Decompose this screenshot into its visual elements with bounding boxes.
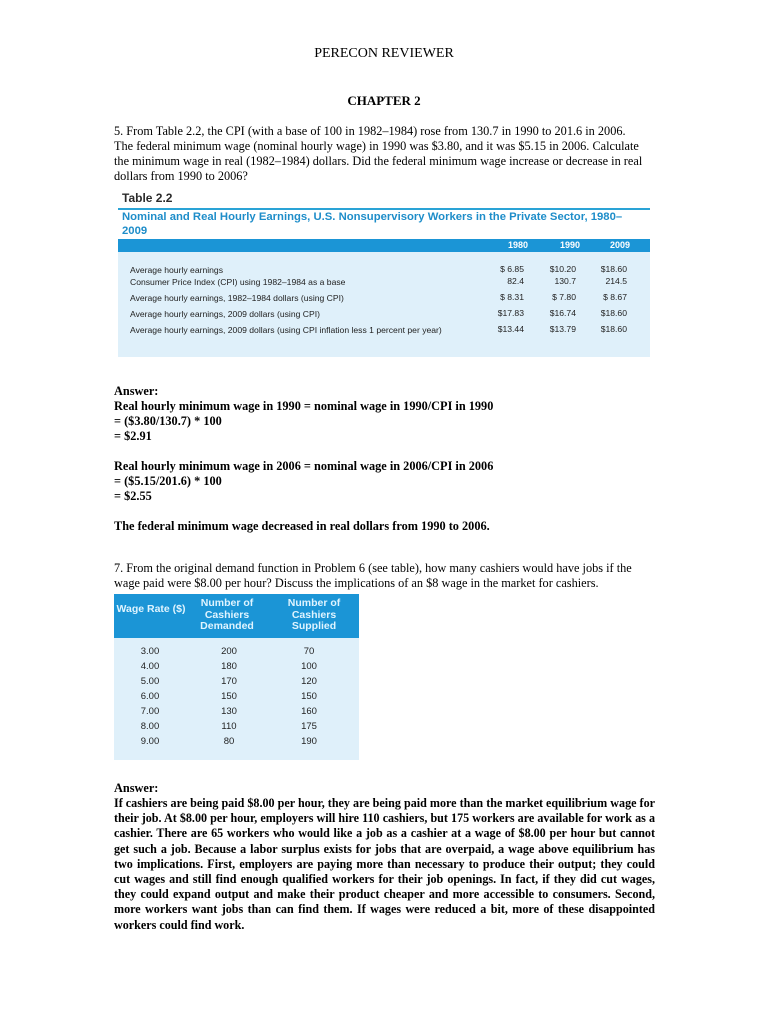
cell-1990: 130.7 — [554, 276, 576, 286]
answer-conclusion: The federal minimum wage decreased in real dollars from 1990 to 2006. — [114, 519, 490, 533]
cell-supplied: 175 — [301, 721, 317, 732]
table-row — [114, 706, 359, 721]
row-label: Average hourly earnings, 2009 dollars (using CPI inflation less 1 percent per year) — [130, 325, 442, 335]
cell-wage-rate: 9.00 — [140, 736, 160, 747]
question-7-line: 7. From the original demand function in Problem 6 (see table), how many cashiers would have jobs if the — [114, 561, 632, 575]
answer-line: Real hourly minimum wage in 2006 = nominal wage in 2006/CPI in 2006 — [114, 459, 494, 473]
cashier-table-header — [114, 594, 359, 638]
row-label: Average hourly earnings, 1982–1984 dollars (using CPI) — [130, 293, 344, 303]
chapter-heading: CHAPTER 2 — [347, 93, 421, 108]
row-label: Average hourly earnings, 2009 dollars (using CPI) — [130, 309, 320, 319]
year-header: 1980 — [507, 240, 529, 250]
cashier-table-body — [114, 638, 359, 760]
cell-wage-rate: 5.00 — [140, 676, 160, 687]
table-2-2 — [118, 189, 650, 357]
cell-supplied: 120 — [301, 676, 317, 687]
cell-1980: $17.83 — [497, 308, 524, 318]
answer-line: = $2.91 — [114, 429, 152, 443]
table-2-2-label: Table 2.2 — [122, 191, 173, 205]
header-supplied: Number of Cashiers Supplied — [287, 597, 341, 632]
document-title: PERECON REVIEWER — [314, 46, 454, 61]
cell-1980: $ 8.31 — [500, 292, 524, 302]
answer-line: Real hourly minimum wage in 1990 = nominal wage in 1990/CPI in 1990 — [114, 399, 494, 413]
table-row — [114, 736, 359, 751]
cell-supplied: 190 — [301, 736, 317, 747]
year-header: 2009 — [609, 240, 631, 250]
cell-2009: $ 8.67 — [603, 292, 627, 302]
cell-1990: $16.74 — [549, 308, 576, 318]
cell-1980: $ 6.85 — [500, 264, 524, 274]
cell-wage-rate: 6.00 — [140, 691, 160, 702]
cell-wage-rate: 4.00 — [140, 661, 160, 672]
cell-2009: $18.60 — [600, 308, 627, 318]
row-label: Consumer Price Index (CPI) using 1982–1984 as a base — [130, 277, 346, 287]
cell-1990: $13.79 — [549, 324, 576, 334]
header-wage-rate: Wage Rate ($) — [116, 603, 186, 615]
cell-2009: $18.60 — [600, 324, 627, 334]
answer-heading: Answer: — [114, 384, 159, 398]
cell-demanded: 130 — [221, 706, 237, 717]
answer-5 — [114, 384, 662, 534]
header-demanded: Number of Cashiers Demanded — [200, 597, 254, 632]
table-2-2-title: Nominal and Real Hourly Earnings, U.S. Nonsupervisory Workers in the Private Sector, 1980–2009 — [122, 211, 623, 237]
answer-line: = $2.55 — [114, 489, 152, 503]
cell-demanded: 180 — [221, 661, 237, 672]
answer-7-body: If cashiers are being paid $8.00 per hour, they are being paid more than the market equilibrium wage for their job. At $8.00 per hour, employers will hire 110 cashiers, but 175 workers are available for work as a cashier. There are 65 workers who would like a job as a cashier at a wage of $8.00 per hour but cannot get such a job. Because a labor surplus exists for jobs that are overpaid, a wage above equilibrium has two implications. First, employers are paying more than necessary to produce their output; they could cut wages and still find enough qualified workers for their job openings. In fact, if they did cut wages, they could expand output and make their product cheaper and more accessible to consumers. Second, more workers want jobs than can find them. If wages were reduced a bit, more of these disappointed workers could find work. — [114, 796, 655, 932]
table-row — [114, 721, 359, 736]
row-label: Average hourly earnings — [130, 265, 223, 275]
cell-supplied: 160 — [301, 706, 317, 717]
table-row — [114, 661, 359, 676]
question-5-line: 5. From Table 2.2, the CPI (with a base of 100 in 1982–1984) rose from 130.7 in 1990 to 201.6 in 2006. — [114, 124, 626, 138]
cell-1990: $10.20 — [549, 264, 576, 274]
cell-supplied: 100 — [301, 661, 317, 672]
cell-supplied: 70 — [303, 646, 315, 657]
table-row — [114, 646, 359, 661]
question-5-line: The federal minimum wage (nominal hourly wage) in 1990 was $3.80, and it was $5.15 in 2006. Calculate — [114, 139, 639, 153]
cell-2009: 214.5 — [605, 276, 627, 286]
question-5 — [114, 124, 654, 184]
cell-demanded: 80 — [223, 736, 235, 747]
question-7-line: wage paid were $8.00 per hour? Discuss the implications of an $8 wage in the market for cashiers. — [114, 576, 599, 590]
cell-wage-rate: 3.00 — [140, 646, 160, 657]
cell-1980: 82.4 — [507, 276, 524, 286]
cell-supplied: 150 — [301, 691, 317, 702]
cell-1990: $ 7.80 — [552, 292, 576, 302]
cell-wage-rate: 7.00 — [140, 706, 160, 717]
cell-1980: $13.44 — [497, 324, 524, 334]
year-header: 1990 — [559, 240, 581, 250]
cell-demanded: 170 — [221, 676, 237, 687]
blank-line — [114, 504, 662, 519]
answer-line: = ($5.15/201.6) * 100 — [114, 474, 222, 488]
question-7 — [114, 561, 654, 591]
blank-line — [114, 444, 662, 459]
cashier-table — [114, 594, 359, 760]
table-2-2-header-row — [118, 239, 650, 252]
cell-demanded: 200 — [221, 646, 237, 657]
answer-line: = ($3.80/130.7) * 100 — [114, 414, 222, 428]
cell-2009: $18.60 — [600, 264, 627, 274]
question-5-line: dollars from 1990 to 2006? — [114, 169, 248, 183]
table-row — [114, 676, 359, 691]
table-row — [114, 691, 359, 706]
table-2-2-body — [118, 252, 650, 357]
cell-wage-rate: 8.00 — [140, 721, 160, 732]
question-5-line: the minimum wage in real (1982–1984) dollars. Did the federal minimum wage increase or decrease in real — [114, 154, 643, 168]
cell-demanded: 150 — [221, 691, 237, 702]
cell-demanded: 110 — [221, 721, 237, 732]
answer-7-heading: Answer: — [114, 781, 159, 795]
